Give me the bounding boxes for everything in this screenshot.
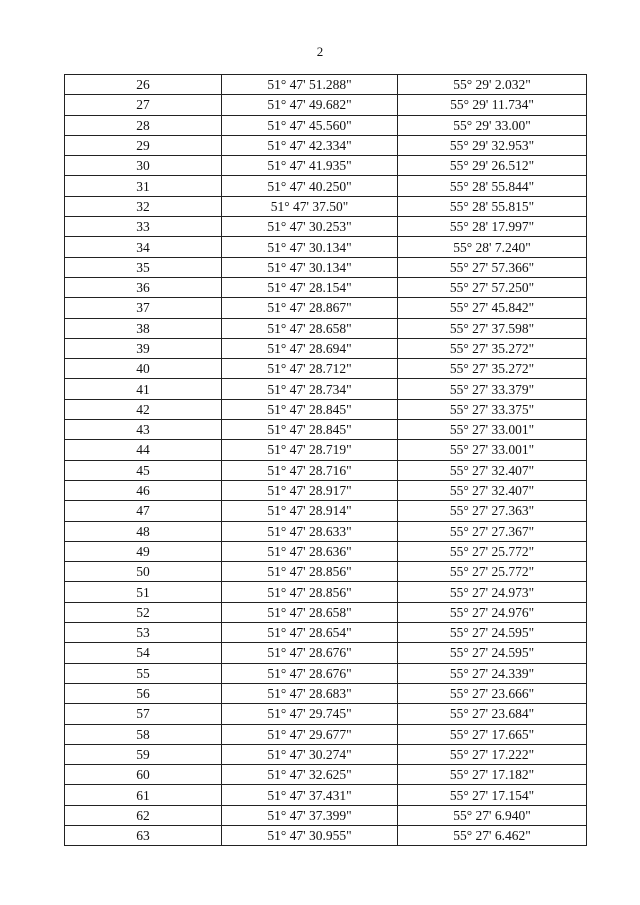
longitude-cell: 55° 27' 33.001": [398, 420, 587, 440]
point-number-cell: 33: [65, 217, 222, 237]
longitude-cell: 55° 29' 2.032": [398, 75, 587, 95]
table-row: [65, 623, 587, 643]
point-number-cell: 31: [65, 176, 222, 196]
table-row: [65, 704, 587, 724]
latitude-cell: 51° 47' 28.658": [222, 602, 398, 622]
longitude-cell: 55° 27' 24.976": [398, 602, 587, 622]
table-row: [65, 785, 587, 805]
latitude-cell: 51° 47' 28.845": [222, 420, 398, 440]
table-row: [65, 115, 587, 135]
longitude-cell: 55° 27' 35.272": [398, 338, 587, 358]
point-number-cell: 37: [65, 298, 222, 318]
longitude-cell: 55° 27' 32.407": [398, 480, 587, 500]
longitude-cell: 55° 27' 37.598": [398, 318, 587, 338]
table-row: [65, 724, 587, 744]
latitude-cell: 51° 47' 28.658": [222, 318, 398, 338]
latitude-cell: 51° 47' 28.633": [222, 521, 398, 541]
longitude-cell: 55° 29' 26.512": [398, 156, 587, 176]
table-row: [65, 338, 587, 358]
longitude-cell: 55° 27' 17.665": [398, 724, 587, 744]
longitude-cell: 55° 27' 24.595": [398, 643, 587, 663]
longitude-cell: 55° 27' 6.940": [398, 805, 587, 825]
longitude-cell: 55° 28' 17.997": [398, 217, 587, 237]
point-number-cell: 50: [65, 562, 222, 582]
longitude-cell: 55° 29' 33.00": [398, 115, 587, 135]
latitude-cell: 51° 47' 28.154": [222, 277, 398, 297]
latitude-cell: 51° 47' 40.250": [222, 176, 398, 196]
longitude-cell: 55° 27' 33.375": [398, 399, 587, 419]
point-number-cell: 54: [65, 643, 222, 663]
table-row: [65, 196, 587, 216]
table-row: [65, 318, 587, 338]
longitude-cell: 55° 28' 7.240": [398, 237, 587, 257]
latitude-cell: 51° 47' 51.288": [222, 75, 398, 95]
coordinates-table-body: [65, 75, 587, 846]
point-number-cell: 45: [65, 460, 222, 480]
latitude-cell: 51° 47' 42.334": [222, 135, 398, 155]
table-row: [65, 135, 587, 155]
longitude-cell: 55° 27' 24.339": [398, 663, 587, 683]
point-number-cell: 32: [65, 196, 222, 216]
table-row: [65, 562, 587, 582]
table-row: [65, 643, 587, 663]
latitude-cell: 51° 47' 37.431": [222, 785, 398, 805]
point-number-cell: 51: [65, 582, 222, 602]
table-row: [65, 501, 587, 521]
point-number-cell: 43: [65, 420, 222, 440]
latitude-cell: 51° 47' 29.677": [222, 724, 398, 744]
point-number-cell: 35: [65, 257, 222, 277]
longitude-cell: 55° 29' 32.953": [398, 135, 587, 155]
table-row: [65, 744, 587, 764]
latitude-cell: 51° 47' 29.745": [222, 704, 398, 724]
point-number-cell: 57: [65, 704, 222, 724]
point-number-cell: 60: [65, 765, 222, 785]
latitude-cell: 51° 47' 45.560": [222, 115, 398, 135]
latitude-cell: 51° 47' 28.856": [222, 562, 398, 582]
table-row: [65, 805, 587, 825]
latitude-cell: 51° 47' 28.716": [222, 460, 398, 480]
longitude-cell: 55° 28' 55.815": [398, 196, 587, 216]
point-number-cell: 62: [65, 805, 222, 825]
longitude-cell: 55° 27' 25.772": [398, 562, 587, 582]
point-number-cell: 28: [65, 115, 222, 135]
table-row: [65, 399, 587, 419]
latitude-cell: 51° 47' 41.935": [222, 156, 398, 176]
longitude-cell: 55° 27' 17.154": [398, 785, 587, 805]
point-number-cell: 42: [65, 399, 222, 419]
point-number-cell: 30: [65, 156, 222, 176]
latitude-cell: 51° 47' 28.694": [222, 338, 398, 358]
longitude-cell: 55° 27' 57.366": [398, 257, 587, 277]
table-row: [65, 95, 587, 115]
longitude-cell: 55° 28' 55.844": [398, 176, 587, 196]
table-row: [65, 541, 587, 561]
table-row: [65, 825, 587, 845]
point-number-cell: 46: [65, 480, 222, 500]
latitude-cell: 51° 47' 28.712": [222, 359, 398, 379]
latitude-cell: 51° 47' 28.845": [222, 399, 398, 419]
latitude-cell: 51° 47' 30.253": [222, 217, 398, 237]
coordinates-table: [64, 74, 587, 846]
table-row: [65, 257, 587, 277]
latitude-cell: 51° 47' 32.625": [222, 765, 398, 785]
longitude-cell: 55° 27' 33.001": [398, 440, 587, 460]
longitude-cell: 55° 27' 24.595": [398, 623, 587, 643]
table-row: [65, 176, 587, 196]
longitude-cell: 55° 27' 23.666": [398, 683, 587, 703]
longitude-cell: 55° 27' 35.272": [398, 359, 587, 379]
table-row: [65, 277, 587, 297]
longitude-cell: 55° 27' 17.182": [398, 765, 587, 785]
point-number-cell: 63: [65, 825, 222, 845]
table-row: [65, 156, 587, 176]
table-row: [65, 765, 587, 785]
latitude-cell: 51° 47' 28.676": [222, 643, 398, 663]
latitude-cell: 51° 47' 28.676": [222, 663, 398, 683]
table-row: [65, 602, 587, 622]
point-number-cell: 55: [65, 663, 222, 683]
longitude-cell: 55° 27' 33.379": [398, 379, 587, 399]
point-number-cell: 58: [65, 724, 222, 744]
table-row: [65, 379, 587, 399]
table-row: [65, 521, 587, 541]
point-number-cell: 26: [65, 75, 222, 95]
longitude-cell: 55° 29' 11.734": [398, 95, 587, 115]
latitude-cell: 51° 47' 30.274": [222, 744, 398, 764]
longitude-cell: 55° 27' 6.462": [398, 825, 587, 845]
point-number-cell: 39: [65, 338, 222, 358]
latitude-cell: 51° 47' 28.654": [222, 623, 398, 643]
point-number-cell: 59: [65, 744, 222, 764]
table-row: [65, 420, 587, 440]
latitude-cell: 51° 47' 28.719": [222, 440, 398, 460]
latitude-cell: 51° 47' 28.867": [222, 298, 398, 318]
latitude-cell: 51° 47' 30.134": [222, 237, 398, 257]
point-number-cell: 53: [65, 623, 222, 643]
longitude-cell: 55° 27' 23.684": [398, 704, 587, 724]
latitude-cell: 51° 47' 49.682": [222, 95, 398, 115]
point-number-cell: 52: [65, 602, 222, 622]
table-row: [65, 237, 587, 257]
latitude-cell: 51° 47' 28.917": [222, 480, 398, 500]
longitude-cell: 55° 27' 45.842": [398, 298, 587, 318]
table-row: [65, 217, 587, 237]
table-row: [65, 460, 587, 480]
table-row: [65, 359, 587, 379]
point-number-cell: 47: [65, 501, 222, 521]
latitude-cell: 51° 47' 37.50": [222, 196, 398, 216]
longitude-cell: 55° 27' 27.367": [398, 521, 587, 541]
point-number-cell: 61: [65, 785, 222, 805]
table-row: [65, 683, 587, 703]
point-number-cell: 38: [65, 318, 222, 338]
table-row: [65, 480, 587, 500]
longitude-cell: 55° 27' 17.222": [398, 744, 587, 764]
latitude-cell: 51° 47' 28.683": [222, 683, 398, 703]
point-number-cell: 56: [65, 683, 222, 703]
table-row: [65, 582, 587, 602]
point-number-cell: 41: [65, 379, 222, 399]
table-row: [65, 440, 587, 460]
table-row: [65, 298, 587, 318]
point-number-cell: 49: [65, 541, 222, 561]
page-number: 2: [316, 44, 324, 59]
table-row: [65, 75, 587, 95]
point-number-cell: 34: [65, 237, 222, 257]
latitude-cell: 51° 47' 28.734": [222, 379, 398, 399]
point-number-cell: 40: [65, 359, 222, 379]
point-number-cell: 44: [65, 440, 222, 460]
longitude-cell: 55° 27' 24.973": [398, 582, 587, 602]
point-number-cell: 48: [65, 521, 222, 541]
latitude-cell: 51° 47' 28.856": [222, 582, 398, 602]
latitude-cell: 51° 47' 30.955": [222, 825, 398, 845]
longitude-cell: 55° 27' 25.772": [398, 541, 587, 561]
latitude-cell: 51° 47' 28.914": [222, 501, 398, 521]
table-row: [65, 663, 587, 683]
latitude-cell: 51° 47' 30.134": [222, 257, 398, 277]
longitude-cell: 55° 27' 57.250": [398, 277, 587, 297]
latitude-cell: 51° 47' 28.636": [222, 541, 398, 561]
longitude-cell: 55° 27' 32.407": [398, 460, 587, 480]
point-number-cell: 36: [65, 277, 222, 297]
point-number-cell: 29: [65, 135, 222, 155]
point-number-cell: 27: [65, 95, 222, 115]
latitude-cell: 51° 47' 37.399": [222, 805, 398, 825]
longitude-cell: 55° 27' 27.363": [398, 501, 587, 521]
